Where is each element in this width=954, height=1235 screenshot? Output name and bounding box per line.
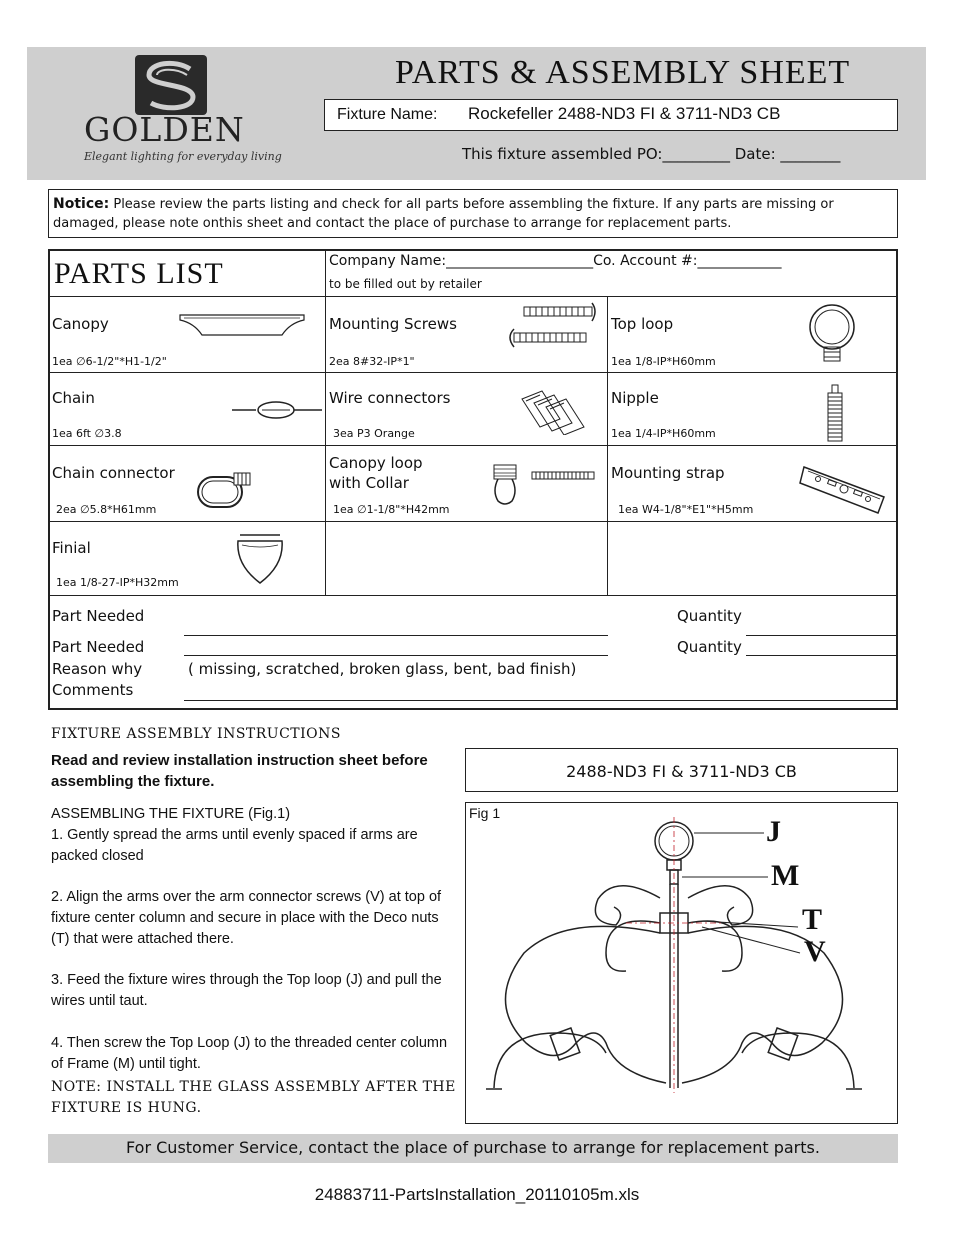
part-spec-mounting-strap: 1ea W4-1/8"*E1"*H5mm: [618, 503, 754, 516]
company-line: Company Name:_____________________Co. Account #:____________: [329, 253, 782, 269]
quantity-line-2[interactable]: [746, 655, 896, 656]
divider: [50, 521, 896, 522]
customer-service-bar: For Customer Service, contact the place of purchase to arrange for replacement parts.: [48, 1134, 898, 1163]
golden-logo-mark: [135, 55, 207, 115]
part-needed-label-1: Part Needed: [52, 607, 145, 625]
part-name-chain-connector: Chain connector: [52, 464, 175, 482]
reason-label: Reason why: [52, 660, 143, 678]
notice-text: Please review the parts listing and check for all parts before assembling the fixture. If any parts are missing or damaged, please note onthis sheet and contact the place of purchase to arrange for replacement parts.: [53, 197, 834, 231]
step-4: 4. Then screw the Top Loop (J) to the threaded center column of Frame (M) until tight.: [51, 1034, 448, 1072]
part-spec-chain-connector: 2ea ∅5.8*H61mm: [56, 503, 157, 516]
brand-tagline: Elegant lighting for everyday living: [84, 150, 282, 163]
part-name-mounting-strap: Mounting strap: [611, 464, 725, 482]
instructions-title: FIXTURE ASSEMBLY INSTRUCTIONS: [51, 726, 341, 742]
po-date-line: This fixture assembled PO:_________ Date: ________: [462, 145, 841, 163]
figure-label: Fig 1: [469, 805, 501, 821]
read-instructions: Read and review installation instruction sheet before assembling the fixture.: [51, 752, 428, 790]
nipple-icon: [826, 383, 846, 443]
part-spec-canopy: 1ea ∅6-1/2"*H1-1/2": [52, 355, 167, 368]
fixture-name-value: Rockefeller 2488-ND3 FI & 3711-ND3 CB: [468, 104, 781, 123]
callout-J: J: [766, 815, 781, 848]
part-needed-line-1[interactable]: [184, 635, 608, 636]
step-3: 3. Feed the fixture wires through the Top loop (J) and pull the wires until taut.: [51, 972, 442, 1010]
part-name-wire-connectors: Wire connectors: [329, 389, 451, 407]
part-name-mounting-screws: Mounting Screws: [329, 315, 457, 333]
quantity-line-1[interactable]: [746, 635, 896, 636]
mounting-strap-icon: [798, 457, 890, 517]
reason-options: ( missing, scratched, broken glass, bent, bad finish): [188, 660, 577, 678]
part-spec-nipple: 1ea 1/4-IP*H60mm: [611, 427, 716, 440]
part-spec-finial: 1ea 1/8-27-IP*H32mm: [56, 576, 179, 589]
canopy-icon: [178, 311, 306, 341]
callout-T: T: [802, 903, 823, 936]
step-2: 2. Align the arms over the arm connector screws (V) at top of fixture center column and secure in place with the Deco nuts (T) that were attached there.: [51, 889, 442, 947]
page-title: PARTS & ASSEMBLY SHEET: [395, 54, 851, 91]
top-loop-icon: [802, 303, 862, 365]
notice-label: Notice:: [53, 196, 110, 212]
notice-box: [48, 189, 898, 238]
finial-icon: [234, 531, 286, 587]
wire-connectors-icon: [520, 389, 586, 435]
divider: [607, 296, 608, 595]
chain-connector-icon: [196, 469, 256, 511]
divider: [50, 595, 896, 596]
fixture-name-box: [324, 99, 898, 131]
divider: [50, 372, 896, 373]
glass-note: NOTE: INSTALL THE GLASS ASSEMBLY AFTER THE FIXTURE IS HUNG.: [51, 1079, 456, 1116]
fixture-diagram: [466, 803, 897, 1123]
figure-box: [465, 802, 898, 1124]
part-spec-top-loop: 1ea 1/8-IP*H60mm: [611, 355, 716, 368]
screws-icon: [500, 301, 604, 351]
quantity-label-1: Quantity: [677, 607, 742, 625]
parts-list-title: PARTS LIST: [54, 257, 224, 290]
canopy-loop-icon: [490, 463, 600, 509]
chain-icon: [232, 399, 322, 421]
assembly-steps: [51, 804, 456, 1095]
divider: [50, 445, 896, 446]
part-name-top-loop: Top loop: [611, 315, 674, 333]
divider: [50, 296, 896, 297]
part-spec-mounting-screws: 2ea 8#32-IP*1": [329, 355, 415, 368]
fixture-name-label: Fixture Name:: [337, 106, 438, 123]
parts-list-table: [48, 249, 898, 710]
model-box: [465, 748, 898, 792]
file-name: 24883711-PartsInstallation_20110105m.xls: [314, 1185, 640, 1204]
company-sub: to be filled out by retailer: [329, 277, 482, 291]
step-1: 1. Gently spread the arms until evenly spaced if arms are packed closed: [51, 826, 418, 864]
quantity-label-2: Quantity: [677, 638, 742, 656]
callout-V: V: [804, 935, 826, 968]
part-name-nipple: Nipple: [611, 389, 659, 407]
divider: [325, 251, 326, 595]
part-spec-canopy-loop: 1ea ∅1-1/8"*H42mm: [333, 503, 450, 516]
brand-name: GOLDEN: [84, 110, 245, 149]
part-name-canopy-loop: Canopy loop with Collar: [329, 454, 423, 492]
model-number: 2488-ND3 FI & 3711-ND3 CB: [566, 762, 797, 781]
comments-line[interactable]: [184, 700, 896, 701]
part-name-chain: Chain: [52, 389, 95, 407]
part-name-canopy: Canopy: [52, 315, 109, 333]
part-needed-label-2: Part Needed: [52, 638, 145, 656]
part-name-finial: Finial: [52, 539, 91, 557]
part-spec-wire-connectors: 3ea P3 Orange: [333, 427, 415, 440]
part-needed-line-2[interactable]: [184, 655, 608, 656]
assembly-heading: ASSEMBLING THE FIXTURE (Fig.1): [51, 806, 291, 822]
callout-M: M: [771, 859, 800, 892]
part-spec-chain: 1ea 6ft ∅3.8: [52, 427, 122, 440]
comments-label: Comments: [52, 681, 134, 699]
